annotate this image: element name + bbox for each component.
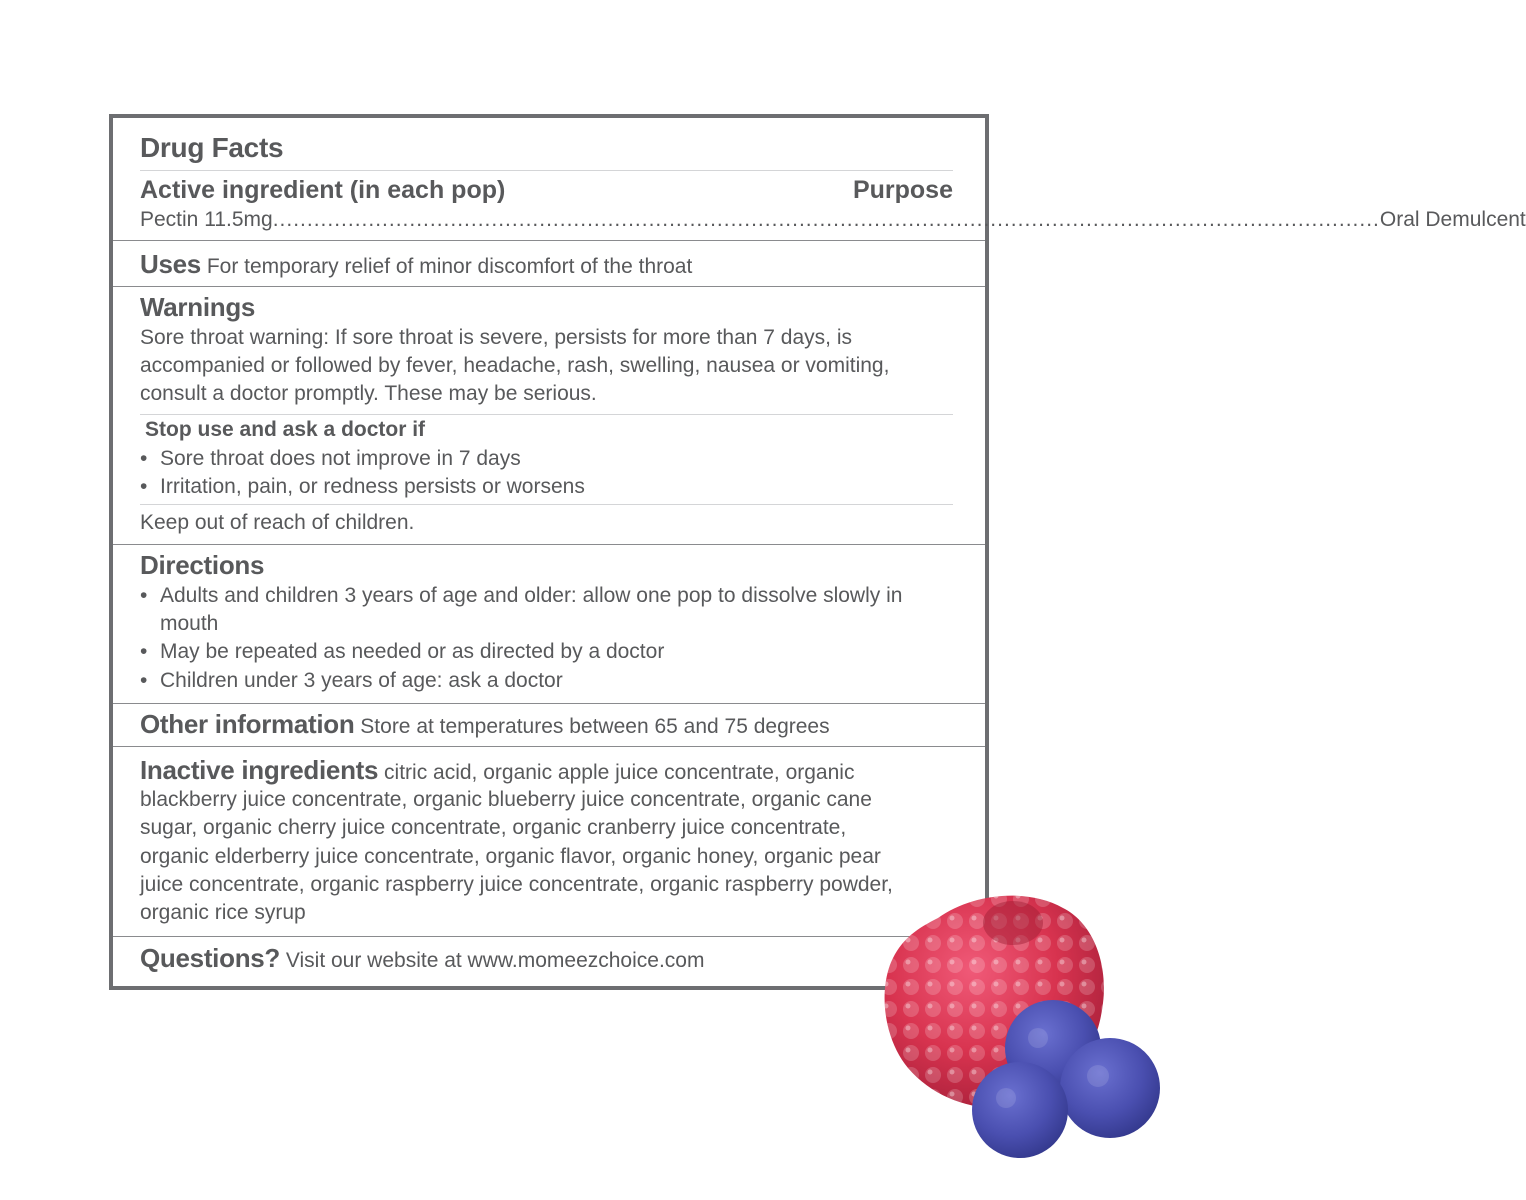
inactive-ingredients-line: organic elderberry juice concentrate, organic flavor, organic honey, organic pear bbox=[140, 845, 881, 868]
uses-text: For temporary relief of minor discomfort of the throat bbox=[206, 255, 693, 278]
section-divider bbox=[113, 286, 985, 287]
section-divider bbox=[113, 936, 985, 937]
stop-use-text: Irritation, pain, or redness persists or worsens bbox=[160, 475, 585, 498]
directions-text: May be repeated as needed or as directed by a doctor bbox=[160, 640, 665, 663]
uses-heading: Uses bbox=[140, 249, 201, 279]
inactive-ingredients-heading: Inactive ingredients bbox=[140, 755, 379, 785]
drug-facts-panel bbox=[109, 114, 1526, 990]
directions-item bbox=[140, 638, 953, 666]
stop-use-item bbox=[140, 445, 953, 473]
bullet: • bbox=[140, 669, 148, 692]
warnings-line: accompanied or followed by fever, headache, rash, swelling, nausea or vomiting, bbox=[140, 354, 890, 377]
other-information-section bbox=[140, 710, 953, 741]
bullet: • bbox=[140, 640, 148, 663]
questions-section bbox=[140, 944, 953, 975]
berries-illustration bbox=[878, 888, 1178, 1178]
leader-dots: .................................................................................................................................................................. bbox=[272, 208, 1380, 231]
divider bbox=[140, 170, 953, 171]
active-ingredient-row bbox=[140, 208, 1526, 232]
divider bbox=[140, 504, 953, 505]
directions-text: Children under 3 years of age: ask a doctor bbox=[160, 669, 563, 692]
stop-use-text: Sore throat does not improve in 7 days bbox=[160, 447, 521, 470]
inactive-ingredients-text: citric acid, organic apple juice concentrate, organic bbox=[384, 761, 855, 784]
bullet: • bbox=[140, 584, 148, 607]
inactive-ingredients-line: juice concentrate, organic raspberry juice concentrate, organic raspberry powder, bbox=[140, 873, 893, 896]
section-divider bbox=[113, 703, 985, 704]
active-ingredient-purpose: Oral Demulcent bbox=[1379, 208, 1526, 231]
questions-heading: Questions? bbox=[140, 943, 281, 973]
inactive-ingredients-line: organic rice syrup bbox=[140, 901, 306, 924]
section-divider bbox=[113, 746, 985, 747]
directions-item bbox=[140, 582, 953, 610]
active-ingredient-name: Pectin 11.5mg bbox=[140, 208, 273, 231]
drug-facts-title: Drug Facts bbox=[140, 132, 284, 163]
directions-item-continuation bbox=[140, 610, 953, 638]
divider bbox=[140, 414, 953, 415]
bullet: • bbox=[140, 447, 148, 470]
section-divider bbox=[113, 544, 985, 545]
warnings-heading: Warnings bbox=[140, 292, 256, 322]
directions-text: Adults and children 3 years of age and older: allow one pop to dissolve slowly in bbox=[160, 584, 903, 607]
active-ingredient-label: Active ingredient (in each pop) bbox=[140, 176, 506, 204]
directions-heading: Directions bbox=[140, 550, 265, 580]
purpose-label: Purpose bbox=[852, 176, 953, 204]
warnings-line: Sore throat warning: If sore throat is severe, persists for more than 7 days, is bbox=[140, 326, 852, 349]
stop-use-heading: Stop use and ask a doctor if bbox=[145, 418, 426, 441]
section-divider bbox=[113, 240, 985, 241]
inactive-ingredients-first-line bbox=[140, 756, 953, 787]
warnings-line: consult a doctor promptly. These may be serious. bbox=[140, 382, 597, 405]
keep-out-text: Keep out of reach of children. bbox=[140, 511, 415, 534]
uses-section bbox=[140, 250, 953, 281]
active-ingredient-header bbox=[140, 176, 953, 205]
stop-use-item bbox=[140, 473, 953, 501]
inactive-ingredients-line: blackberry juice concentrate, organic blueberry juice concentrate, organic cane bbox=[140, 788, 872, 811]
bullet: • bbox=[140, 475, 148, 498]
directions-text: mouth bbox=[160, 612, 219, 635]
questions-text: Visit our website at www.momeezchoice.com bbox=[285, 949, 705, 972]
other-information-heading: Other information bbox=[140, 709, 355, 739]
directions-item bbox=[140, 667, 953, 695]
inactive-ingredients-line: sugar, organic cherry juice concentrate, organic cranberry juice concentrate, bbox=[140, 816, 847, 839]
other-information-text: Store at temperatures between 65 and 75 degrees bbox=[360, 715, 830, 738]
